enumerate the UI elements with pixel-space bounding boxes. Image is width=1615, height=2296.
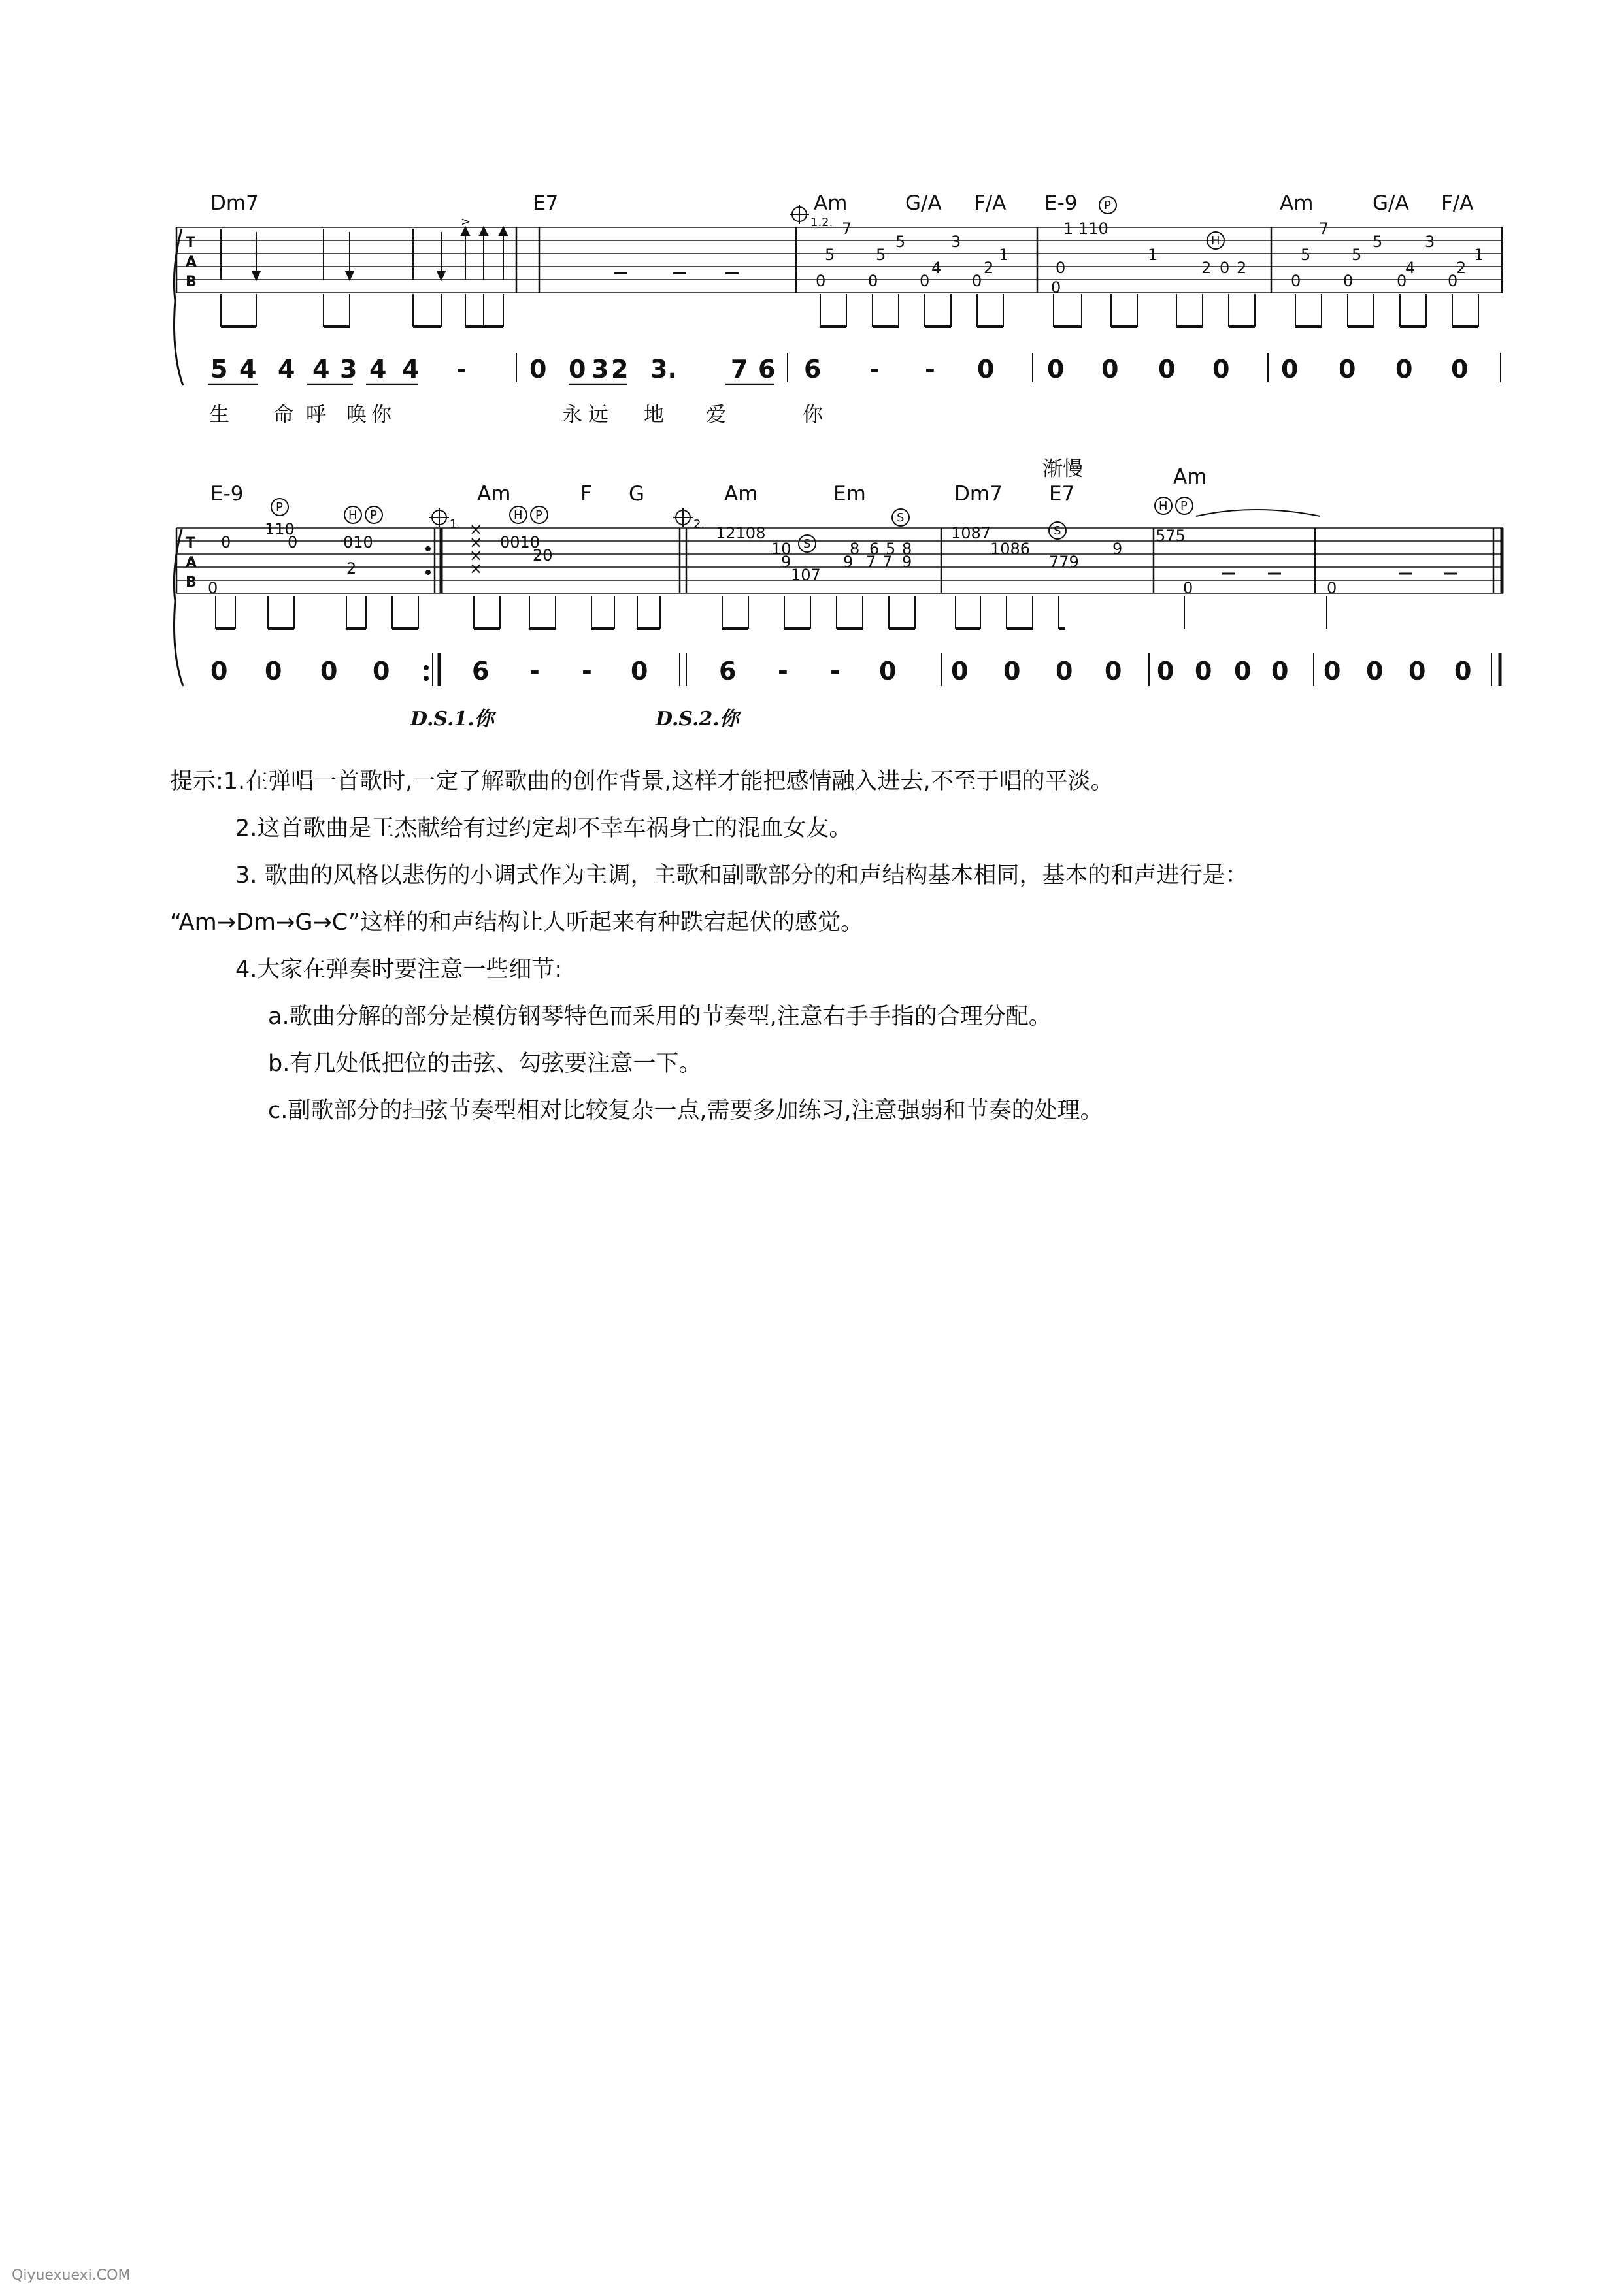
chord-name: Dm7 bbox=[210, 191, 259, 215]
svg-text:0: 0 bbox=[1271, 657, 1289, 685]
svg-text:575: 575 bbox=[1156, 527, 1186, 545]
svg-text:-: - bbox=[778, 657, 788, 685]
svg-text:0010: 0010 bbox=[500, 533, 541, 551]
svg-text:0: 0 bbox=[265, 657, 282, 685]
svg-text:0: 0 bbox=[1220, 259, 1230, 277]
tab-clef-b: B bbox=[186, 574, 197, 591]
repeat-dots bbox=[425, 546, 431, 575]
svg-text:0: 0 bbox=[631, 657, 648, 685]
svg-text:6: 6 bbox=[804, 355, 822, 384]
chord-name: E7 bbox=[1049, 482, 1075, 506]
svg-text:9: 9 bbox=[781, 553, 791, 571]
jianpu-measure-4 bbox=[951, 657, 1122, 685]
tips-section bbox=[170, 758, 1516, 1134]
svg-text:0: 0 bbox=[868, 272, 878, 290]
tip-line-1: 提示:1.在弹唱一首歌时,一定了解歌曲的创作背景,这样才能把感情融入进去,不至于唱的平淡。 bbox=[170, 768, 1114, 795]
chord-name: Am bbox=[814, 191, 848, 215]
jianpu-measure-3 bbox=[804, 355, 994, 384]
svg-text:9: 9 bbox=[843, 553, 854, 571]
svg-text:0: 0 bbox=[1056, 657, 1073, 685]
svg-text:9: 9 bbox=[902, 553, 912, 571]
tab-clef-t: T bbox=[186, 235, 196, 251]
svg-text:-: - bbox=[925, 355, 935, 384]
svg-text:3.: 3. bbox=[650, 355, 677, 384]
svg-text:0: 0 bbox=[1234, 657, 1252, 685]
svg-text:5: 5 bbox=[1301, 246, 1311, 264]
svg-text:0: 0 bbox=[1408, 657, 1426, 685]
svg-text:你: 你 bbox=[803, 403, 823, 427]
tempo-mark: 渐慢 bbox=[1042, 457, 1083, 481]
chord-name: G/A bbox=[1373, 191, 1409, 215]
svg-text:0: 0 bbox=[1448, 272, 1458, 290]
svg-text:0: 0 bbox=[529, 355, 547, 384]
svg-text:8: 8 bbox=[902, 540, 912, 558]
coda-sign-icon bbox=[429, 508, 449, 527]
chord-name: F/A bbox=[1441, 191, 1474, 215]
svg-text:0: 0 bbox=[1105, 657, 1122, 685]
hammer-on-icon bbox=[1155, 497, 1172, 514]
svg-text:4: 4 bbox=[1405, 259, 1416, 277]
fret-numbers bbox=[208, 520, 1337, 597]
svg-text:0: 0 bbox=[1339, 355, 1356, 384]
tip-line-3-cont: “Am→Dm→G→C”这样的和声结构让人听起来有种跌宕起伏的感觉。 bbox=[170, 910, 864, 936]
jianpu-measure-4 bbox=[1047, 355, 1229, 384]
jianpu-measure-5 bbox=[1281, 355, 1468, 384]
svg-text:5: 5 bbox=[876, 246, 886, 264]
tip-line-4: 4.大家在弹奏时要注意一些细节: bbox=[235, 957, 563, 983]
slide-icon bbox=[1049, 522, 1066, 539]
coda-sign-icon bbox=[673, 508, 693, 527]
svg-text:-: - bbox=[456, 355, 467, 384]
svg-text:8: 8 bbox=[850, 540, 860, 558]
tab-system-2 bbox=[0, 457, 1615, 745]
svg-text:0: 0 bbox=[1291, 272, 1301, 290]
svg-text:20: 20 bbox=[533, 546, 553, 565]
svg-text:0: 0 bbox=[977, 355, 995, 384]
svg-text:P: P bbox=[1180, 499, 1188, 513]
svg-text:6: 6 bbox=[869, 540, 880, 558]
svg-text:3: 3 bbox=[1425, 233, 1435, 251]
svg-text:命: 命 bbox=[273, 403, 293, 427]
svg-text:0: 0 bbox=[1366, 657, 1384, 685]
svg-text:P: P bbox=[276, 500, 283, 514]
svg-text:0: 0 bbox=[1157, 657, 1174, 685]
dal-segno-2: D.S.2.你 bbox=[656, 708, 739, 730]
jianpu-measure-3 bbox=[719, 657, 896, 685]
svg-text:2: 2 bbox=[1237, 259, 1247, 277]
svg-text:5: 5 bbox=[895, 233, 906, 251]
lyrics-line-1 bbox=[209, 403, 824, 427]
rhythm-stems bbox=[221, 294, 1478, 327]
svg-text:0: 0 bbox=[208, 579, 218, 597]
svg-text:0: 0 bbox=[879, 657, 897, 685]
svg-text:地: 地 bbox=[644, 403, 664, 427]
chord-name: E-9 bbox=[1044, 191, 1078, 215]
svg-text:爱: 爱 bbox=[706, 403, 726, 427]
svg-text:5: 5 bbox=[825, 246, 835, 264]
jianpu-measure-1 bbox=[210, 657, 390, 685]
svg-text:P: P bbox=[1104, 199, 1111, 212]
svg-text:H: H bbox=[1211, 234, 1220, 248]
svg-text:2: 2 bbox=[1456, 259, 1467, 277]
svg-text:1: 1 bbox=[1474, 246, 1484, 264]
svg-text:0: 0 bbox=[288, 533, 298, 551]
svg-text:S: S bbox=[897, 511, 905, 525]
svg-text:5: 5 bbox=[886, 540, 896, 558]
svg-text:-: - bbox=[869, 355, 880, 384]
svg-text:10: 10 bbox=[771, 540, 791, 558]
jianpu-measure-6 bbox=[1324, 657, 1471, 685]
tip-line-4c: c.副歌部分的扫弦节奏型相对比较复杂一点,需要多加练习,注意强弱和节奏的处理。 bbox=[268, 1098, 1103, 1124]
svg-text:4: 4 bbox=[402, 355, 420, 384]
svg-text:0: 0 bbox=[1212, 355, 1230, 384]
svg-text:2: 2 bbox=[611, 355, 629, 384]
chord-name: G/A bbox=[905, 191, 942, 215]
svg-text:7: 7 bbox=[842, 220, 852, 238]
svg-text:6: 6 bbox=[472, 657, 490, 685]
svg-text:0: 0 bbox=[1047, 355, 1065, 384]
jianpu-measure-5 bbox=[1157, 657, 1288, 685]
svg-text:×: × bbox=[469, 546, 483, 565]
system-brace bbox=[174, 229, 183, 385]
svg-text:4: 4 bbox=[931, 259, 942, 277]
svg-text:110: 110 bbox=[1078, 220, 1108, 238]
svg-text:4: 4 bbox=[278, 355, 295, 384]
pull-off-icon bbox=[531, 506, 548, 523]
chord-name: Am bbox=[1173, 465, 1207, 489]
coda-sign-icon bbox=[790, 205, 809, 224]
svg-text:0: 0 bbox=[1056, 259, 1066, 277]
tip-line-3: 3. 歌曲的风格以悲伤的小调式作为主调，主歌和副歌部分的和声结构基本相同，基本的和声进行是： bbox=[235, 862, 1248, 889]
svg-text:生: 生 bbox=[209, 403, 229, 427]
svg-text:唤: 唤 bbox=[346, 403, 367, 427]
svg-text:0: 0 bbox=[1003, 657, 1021, 685]
svg-text:0: 0 bbox=[1395, 355, 1413, 384]
svg-text:0: 0 bbox=[1454, 657, 1472, 685]
svg-text:0: 0 bbox=[972, 272, 982, 290]
svg-text:5: 5 bbox=[1373, 233, 1383, 251]
svg-text:永: 永 bbox=[562, 403, 582, 427]
tip-line-2: 2.这首歌曲是王杰献给有过约定却不幸车祸身亡的混血女友。 bbox=[235, 815, 852, 842]
svg-text:7: 7 bbox=[731, 355, 748, 384]
svg-text:1: 1 bbox=[1148, 246, 1158, 264]
svg-text:P: P bbox=[535, 508, 542, 522]
tab-clef-a: A bbox=[186, 555, 197, 571]
svg-text:1087: 1087 bbox=[951, 524, 991, 542]
chord-name: Dm7 bbox=[954, 482, 1003, 506]
svg-text:1086: 1086 bbox=[990, 540, 1031, 558]
svg-text:P: P bbox=[370, 508, 377, 522]
svg-text:0: 0 bbox=[1327, 579, 1337, 597]
tab-clef-t: T bbox=[186, 535, 196, 551]
hammer-on-icon bbox=[510, 506, 527, 523]
svg-text:0: 0 bbox=[1158, 355, 1176, 384]
svg-text:H: H bbox=[514, 508, 523, 522]
svg-text:0: 0 bbox=[1451, 355, 1469, 384]
svg-text:0: 0 bbox=[320, 657, 338, 685]
pull-off-icon bbox=[1099, 197, 1116, 214]
svg-text:0: 0 bbox=[1051, 278, 1061, 297]
svg-text:3: 3 bbox=[340, 355, 358, 384]
svg-text:×: × bbox=[469, 533, 483, 551]
svg-text:0: 0 bbox=[920, 272, 930, 290]
dal-segno-1: D.S.1.你 bbox=[410, 708, 494, 730]
svg-text:0: 0 bbox=[1281, 355, 1299, 384]
system-brace bbox=[174, 529, 183, 686]
svg-text:4: 4 bbox=[239, 355, 257, 384]
svg-text:110: 110 bbox=[265, 520, 295, 538]
svg-text:3: 3 bbox=[591, 355, 609, 384]
tie-arc bbox=[1196, 510, 1320, 516]
svg-text:S: S bbox=[1054, 524, 1061, 538]
svg-text:H: H bbox=[1159, 499, 1168, 513]
tip-line-4a: a.歌曲分解的部分是模仿钢琴特色而采用的节奏型,注意右手手指的合理分配。 bbox=[268, 1004, 1052, 1030]
accent-mark: > bbox=[461, 215, 471, 229]
hammer-on-icon bbox=[344, 506, 361, 523]
svg-text:×: × bbox=[469, 559, 483, 578]
chord-name: Am bbox=[724, 482, 758, 506]
coda-label: 1.2. bbox=[810, 216, 833, 229]
tab-clef-a: A bbox=[186, 254, 197, 271]
svg-text:0: 0 bbox=[569, 355, 586, 384]
svg-text:3: 3 bbox=[951, 233, 961, 251]
svg-text:0: 0 bbox=[1324, 657, 1341, 685]
chord-name: Em bbox=[833, 482, 866, 506]
chord-name: F bbox=[580, 482, 592, 506]
jianpu-measure-2 bbox=[472, 657, 648, 685]
svg-text:0: 0 bbox=[1397, 272, 1407, 290]
barlines bbox=[176, 528, 1502, 593]
pull-off-icon bbox=[271, 499, 288, 516]
svg-text:0: 0 bbox=[1101, 355, 1119, 384]
svg-text:2: 2 bbox=[1201, 259, 1212, 277]
tab-clef-b: B bbox=[186, 274, 197, 290]
svg-text:-: - bbox=[529, 657, 540, 685]
svg-text:5: 5 bbox=[210, 355, 228, 384]
tip-line-4b: b.有几处低把位的击弦、勾弦要注意一下。 bbox=[268, 1051, 702, 1077]
svg-text:9: 9 bbox=[1112, 540, 1123, 558]
svg-text:远: 远 bbox=[588, 403, 608, 427]
slide-icon bbox=[892, 509, 909, 526]
svg-text:107: 107 bbox=[791, 566, 821, 584]
svg-text:×: × bbox=[469, 520, 483, 538]
jianpu-measure-1 bbox=[210, 355, 467, 384]
chord-name: Am bbox=[1280, 191, 1314, 215]
svg-text:779: 779 bbox=[1049, 553, 1079, 571]
svg-text:0: 0 bbox=[373, 657, 390, 685]
site-watermark: Qiyuexuexi.COM bbox=[12, 2267, 131, 2284]
svg-text:1: 1 bbox=[999, 246, 1009, 264]
svg-text:0: 0 bbox=[221, 533, 231, 551]
svg-text:0: 0 bbox=[210, 657, 228, 685]
svg-text:H: H bbox=[348, 508, 358, 522]
svg-text:4: 4 bbox=[369, 355, 387, 384]
svg-text:7: 7 bbox=[1319, 220, 1329, 238]
svg-text:-: - bbox=[830, 657, 841, 685]
svg-text:呼: 呼 bbox=[306, 403, 326, 427]
svg-text:0: 0 bbox=[816, 272, 826, 290]
svg-text:0: 0 bbox=[1343, 272, 1354, 290]
svg-text:S: S bbox=[803, 537, 811, 551]
svg-text:0: 0 bbox=[951, 657, 969, 685]
rhythm-stems bbox=[216, 596, 1327, 629]
pull-off-icon bbox=[365, 506, 382, 523]
chord-name: Am bbox=[477, 482, 511, 506]
svg-text:7: 7 bbox=[866, 553, 876, 571]
ending-label: 1. bbox=[450, 517, 461, 531]
jianpu-measure-2 bbox=[529, 355, 775, 384]
chord-name: E7 bbox=[533, 191, 559, 215]
svg-text:12108: 12108 bbox=[716, 524, 766, 542]
slide-icon bbox=[799, 535, 816, 552]
ending-label: 2. bbox=[693, 517, 705, 531]
svg-text:0: 0 bbox=[1183, 579, 1193, 597]
tab-staff-lines bbox=[176, 528, 1503, 593]
svg-text:4: 4 bbox=[312, 355, 330, 384]
svg-text:6: 6 bbox=[719, 657, 737, 685]
chord-name: G bbox=[629, 482, 645, 506]
svg-text:你: 你 bbox=[371, 403, 391, 427]
svg-text:010: 010 bbox=[343, 533, 373, 551]
svg-text:6: 6 bbox=[758, 355, 776, 384]
svg-text:0: 0 bbox=[1195, 657, 1212, 685]
svg-text:2: 2 bbox=[346, 559, 357, 578]
chord-name: F/A bbox=[974, 191, 1007, 215]
repeat-dots bbox=[424, 665, 429, 681]
svg-text:-: - bbox=[582, 657, 592, 685]
svg-text:7: 7 bbox=[882, 553, 893, 571]
pull-off-icon bbox=[1176, 497, 1193, 514]
svg-text:1: 1 bbox=[1063, 220, 1074, 238]
fret-numbers bbox=[816, 220, 1484, 297]
svg-text:5: 5 bbox=[1352, 246, 1362, 264]
svg-text:2: 2 bbox=[984, 259, 994, 277]
tab-system-1 bbox=[0, 163, 1615, 438]
chord-name: E-9 bbox=[210, 482, 244, 506]
